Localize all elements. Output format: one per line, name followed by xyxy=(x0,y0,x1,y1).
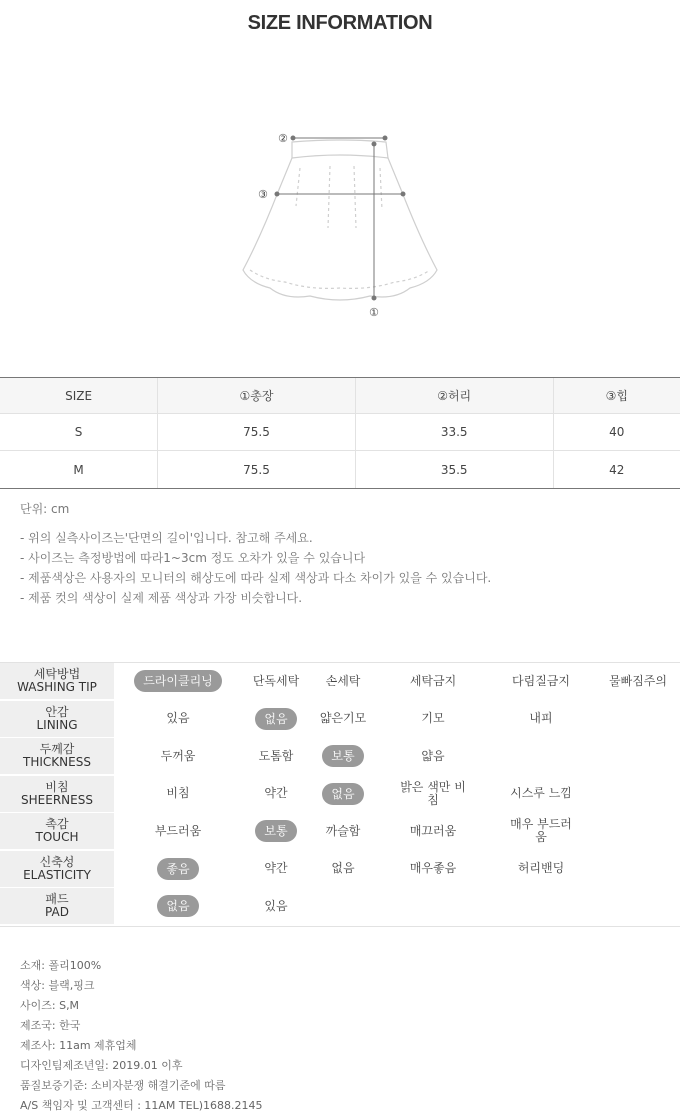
table-cell: 75.5 xyxy=(158,451,356,488)
table-cell: 75.5 xyxy=(158,414,356,451)
fabric-option: 있음 xyxy=(166,711,190,725)
info-line: 품질보증기준: 소비자분쟁 해결기준에 따름 xyxy=(20,1079,226,1092)
info-line: 사이즈: S,M xyxy=(20,999,80,1012)
info-line: A/S 책임자 및 고객센터 : 11AM TEL)1688.2145 xyxy=(20,1099,263,1112)
fabric-option: 시스루 느낌 xyxy=(510,786,572,800)
fabric-row-header: 세탁방법 WASHING TIP xyxy=(0,663,114,699)
info-line: 소재: 폴리100% xyxy=(20,959,102,972)
table-header: ②허리 xyxy=(356,378,554,414)
table-header: SIZE xyxy=(0,378,158,414)
size-table xyxy=(0,377,680,489)
table-cell: S xyxy=(0,414,158,451)
fabric-info-table xyxy=(0,662,680,927)
info-line: 디자인팀제조년일: 2019.01 이후 xyxy=(20,1059,183,1072)
fabric-option: 까슬함 xyxy=(325,823,361,838)
fabric-option: 기모 xyxy=(421,711,445,725)
fabric-option: 도톰함 xyxy=(258,748,294,763)
table-row xyxy=(0,451,680,488)
fabric-row-washing xyxy=(0,663,680,701)
fabric-option: 매끄러움 xyxy=(409,823,457,838)
fabric-row-header: 신축성 ELASTICITY xyxy=(0,851,114,887)
fabric-row-lining xyxy=(0,701,680,739)
fabric-row-header: 패드 PAD xyxy=(0,888,114,924)
info-line: 색상: 블랙,핑크 xyxy=(20,979,95,992)
fabric-option: 비침 xyxy=(166,786,190,800)
marker-length: ① xyxy=(369,306,379,319)
fabric-option: 없음 xyxy=(230,701,322,737)
fabric-option: 허리밴딩 xyxy=(517,861,565,875)
fabric-option: 없음 xyxy=(132,888,224,924)
fabric-option: 손세탁 xyxy=(325,673,361,688)
fabric-option: 얇음 xyxy=(421,748,445,763)
fabric-option: 내피 xyxy=(529,711,553,725)
table-row xyxy=(0,414,680,451)
marker-hip: ③ xyxy=(258,188,268,201)
marker-waist: ② xyxy=(278,132,288,145)
fabric-option: 세탁금지 xyxy=(409,673,457,688)
fabric-option: 부드러움 xyxy=(154,823,202,838)
fabric-row-header: 촉감 TOUCH xyxy=(0,813,114,849)
fabric-row-touch xyxy=(0,813,680,851)
fabric-option: 보통 xyxy=(230,813,322,849)
fabric-option: 밝은 색만 비침 xyxy=(400,779,466,807)
fabric-row-header: 안감 LINING xyxy=(0,701,114,737)
fabric-option: 얇은기모 xyxy=(319,711,367,725)
fabric-option: 있음 xyxy=(264,898,288,913)
fabric-option: 보통 xyxy=(308,738,378,774)
fabric-row-header: 비침 SHEERNESS xyxy=(0,776,114,812)
info-line: 제조사: 11am 제휴업체 xyxy=(20,1039,137,1052)
unit-label: 단위: cm xyxy=(20,502,70,516)
note-item: - 제품색상은 사용자의 모니터의 해상도에 따라 실제 색상과 다소 차이가 있을 수 있습니다. xyxy=(20,571,492,585)
fabric-option: 없음 xyxy=(308,776,378,812)
product-info xyxy=(20,956,263,1116)
table-cell: 40 xyxy=(554,414,680,451)
fabric-option: 단독세탁 xyxy=(252,673,300,688)
fabric-option: 물빠짐주의 xyxy=(609,673,667,688)
table-header: ③힙 xyxy=(554,378,680,414)
fabric-option: 없음 xyxy=(331,861,355,875)
fabric-row-header: 두께감 THICKNESS xyxy=(0,738,114,774)
fabric-row-elasticity xyxy=(0,851,680,889)
fabric-option: 매우좋음 xyxy=(409,861,457,875)
table-cell: 35.5 xyxy=(356,451,554,488)
fabric-option: 약간 xyxy=(264,786,288,800)
info-line: 제조국: 한국 xyxy=(20,1019,81,1032)
fabric-row-sheerness xyxy=(0,776,680,814)
notes-list xyxy=(20,528,491,608)
note-item: - 사이즈는 측정방법에 따라1~3cm 정도 오차가 있을 수 있습니다 xyxy=(20,551,366,565)
table-cell: M xyxy=(0,451,158,488)
note-item: - 위의 실측사이즈는'단면의 길이'입니다. 참고해 주세요. xyxy=(20,531,313,545)
fabric-option: 좋음 xyxy=(132,851,224,887)
table-header-row xyxy=(0,378,680,414)
fabric-option: 다림질금지 xyxy=(512,673,570,688)
page-title: SIZE INFORMATION xyxy=(247,12,433,34)
fabric-option: 두꺼움 xyxy=(160,748,196,763)
table-cell: 33.5 xyxy=(356,414,554,451)
fabric-option: 드라이클리닝 xyxy=(132,663,224,699)
fabric-option: 매우 부드러움 xyxy=(510,817,572,844)
fabric-row-pad xyxy=(0,888,680,926)
note-item: - 제품 컷의 색상이 실제 제품 색상과 가장 비슷합니다. xyxy=(20,591,303,605)
fabric-option: 약간 xyxy=(264,861,288,875)
table-cell: 42 xyxy=(609,462,625,477)
table-header: ①총장 xyxy=(158,378,356,414)
fabric-row-thickness xyxy=(0,738,680,776)
skirt-diagram xyxy=(230,118,450,328)
